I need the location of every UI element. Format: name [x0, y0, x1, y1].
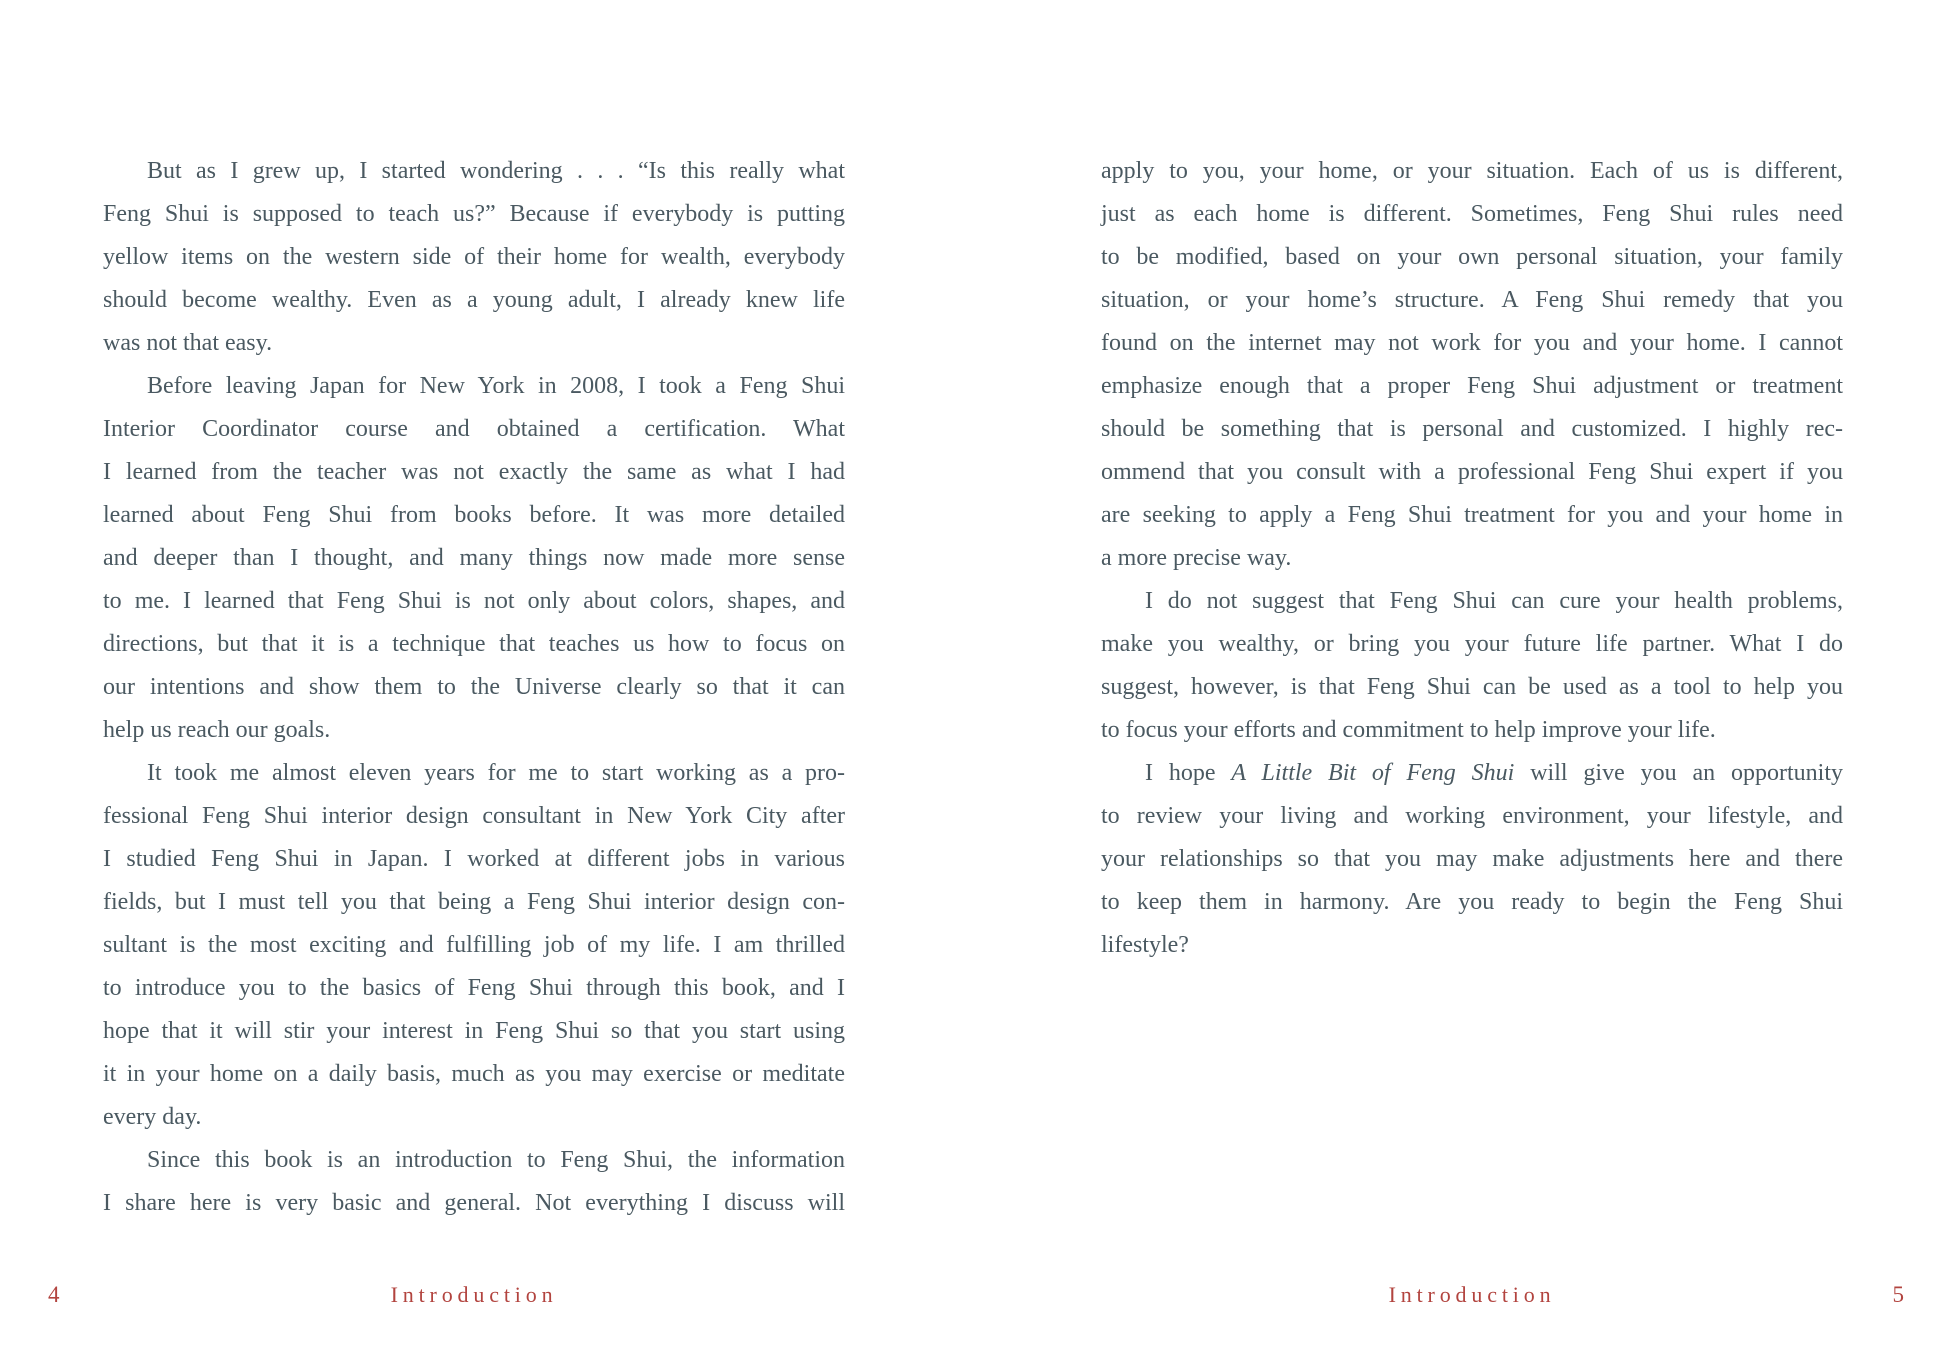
text-line	[1101, 709, 1843, 752]
text-line	[103, 236, 845, 279]
text-line	[1101, 408, 1843, 451]
text-line	[103, 924, 845, 967]
text-line	[103, 623, 845, 666]
text-run: will give you an opportunity	[1514, 760, 1844, 786]
text-line	[103, 752, 845, 795]
text-line	[103, 1053, 845, 1096]
text-run: help us reach our goals.	[103, 717, 331, 743]
text-run: I hope	[1145, 760, 1232, 786]
text-run: fessional Feng Shui interior design consultant in New York City after	[103, 803, 845, 829]
text-line	[103, 1010, 845, 1053]
text-line	[103, 795, 845, 838]
text-line	[103, 537, 845, 580]
text-line	[103, 967, 845, 1010]
page-right	[973, 0, 1946, 1362]
text-run: apply to you, your home, or your situation. Each of us is different,	[1101, 158, 1843, 184]
text-run: Before leaving Japan for New York in 2008, I took a Feng Shui	[147, 373, 845, 399]
text-line	[103, 322, 845, 365]
text-run: found on the internet may not work for you and your home. I cannot	[1101, 330, 1843, 356]
text-run: directions, but that it is a technique that teaches us how to focus on	[103, 631, 845, 657]
text-run: should become wealthy. Even as a young adult, I already knew life	[103, 287, 845, 313]
text-line	[1101, 451, 1843, 494]
text-run: emphasize enough that a proper Feng Shui adjustment or treatment	[1101, 373, 1843, 399]
text-run: sultant is the most exciting and fulfilling job of my life. I am thrilled	[103, 932, 845, 958]
text-line	[103, 365, 845, 408]
text-run: it in your home on a daily basis, much as you may exercise or meditate	[103, 1061, 845, 1087]
running-head-left: Introduction	[390, 1282, 558, 1307]
text-column-left	[103, 150, 845, 1225]
text-run: suggest, however, is that Feng Shui can be used as a tool to help you	[1101, 674, 1843, 700]
text-run: Interior Coordinator course and obtained a certification. What	[103, 416, 845, 442]
text-line	[1101, 193, 1843, 236]
text-run: But as I grew up, I started wondering . . . “Is this really what	[147, 158, 845, 184]
text-run: should be something that is personal and customized. I highly rec-	[1101, 416, 1843, 442]
text-run: to review your living and working environment, your lifestyle, and	[1101, 803, 1843, 829]
text-line	[103, 838, 845, 881]
text-line	[103, 408, 845, 451]
text-line	[1101, 365, 1843, 408]
text-line	[103, 150, 845, 193]
text-line	[103, 1139, 845, 1182]
text-line	[1101, 795, 1843, 838]
text-run: hope that it will stir your interest in Feng Shui so that you start using	[103, 1018, 845, 1044]
text-run: I share here is very basic and general. Not everything I discuss will	[103, 1190, 845, 1216]
text-line	[1101, 838, 1843, 881]
text-run: to keep them in harmony. Are you ready to begin the Feng Shui	[1101, 889, 1843, 915]
text-line	[1101, 537, 1843, 580]
text-line	[1101, 580, 1843, 623]
text-run: situation, or your home’s structure. A Feng Shui remedy that you	[1101, 287, 1843, 313]
text-run: and deeper than I thought, and many things now made more sense	[103, 545, 845, 571]
text-run: fields, but I must tell you that being a Feng Shui interior design con-	[103, 889, 845, 915]
text-line	[103, 1182, 845, 1225]
text-run: to me. I learned that Feng Shui is not only about colors, shapes, and	[103, 588, 845, 614]
text-column-right	[1101, 150, 1843, 967]
page-number-right: 5	[1892, 1282, 1904, 1307]
text-line	[103, 580, 845, 623]
text-run: to be modified, based on your own personal situation, your family	[1101, 244, 1843, 270]
text-run: Since this book is an introduction to Feng Shui, the information	[147, 1147, 845, 1173]
page-number-left: 4	[48, 1282, 60, 1307]
text-line	[1101, 666, 1843, 709]
text-run: was not that easy.	[103, 330, 273, 356]
text-line	[103, 666, 845, 709]
text-run: learned about Feng Shui from books before. It was more detailed	[103, 502, 845, 528]
text-run: It took me almost eleven years for me to start working as a pro-	[147, 760, 845, 786]
text-run: I studied Feng Shui in Japan. I worked at different jobs in various	[103, 846, 845, 872]
text-line	[103, 279, 845, 322]
text-run: ommend that you consult with a professional Feng Shui expert if you	[1101, 459, 1843, 485]
text-run: Feng Shui is supposed to teach us?” Because if everybody is putting	[103, 201, 845, 227]
text-line	[1101, 924, 1843, 967]
text-run: every day.	[103, 1104, 202, 1130]
text-line	[1101, 322, 1843, 365]
text-line	[103, 1096, 845, 1139]
text-line	[1101, 150, 1843, 193]
text-run: a more precise way.	[1101, 545, 1292, 571]
text-run: lifestyle?	[1101, 932, 1189, 958]
text-line	[103, 451, 845, 494]
text-run: to introduce you to the basics of Feng Shui through this book, and I	[103, 975, 845, 1001]
running-head-right: Introduction	[1388, 1282, 1556, 1307]
text-run: are seeking to apply a Feng Shui treatment for you and your home in	[1101, 502, 1843, 528]
book-title-italic: A Little Bit of Feng Shui	[1231, 760, 1515, 786]
text-line	[1101, 236, 1843, 279]
text-run: I do not suggest that Feng Shui can cure your health problems,	[1145, 588, 1843, 614]
text-run: just as each home is different. Sometimes, Feng Shui rules need	[1101, 201, 1843, 227]
text-line	[1101, 881, 1843, 924]
text-line	[1101, 752, 1843, 795]
text-line	[1101, 279, 1843, 322]
text-line	[1101, 623, 1843, 666]
text-line	[1101, 494, 1843, 537]
text-run: make you wealthy, or bring you your future life partner. What I do	[1101, 631, 1843, 657]
text-run: I learned from the teacher was not exactly the same as what I had	[103, 459, 845, 485]
text-run: yellow items on the western side of their home for wealth, everybody	[103, 244, 845, 270]
text-run: your relationships so that you may make adjustments here and there	[1101, 846, 1843, 872]
text-line	[103, 881, 845, 924]
text-line	[103, 193, 845, 236]
text-line	[103, 494, 845, 537]
text-run: our intentions and show them to the Universe clearly so that it can	[103, 674, 845, 700]
text-line	[103, 709, 845, 752]
text-run: to focus your efforts and commitment to help improve your life.	[1101, 717, 1716, 743]
